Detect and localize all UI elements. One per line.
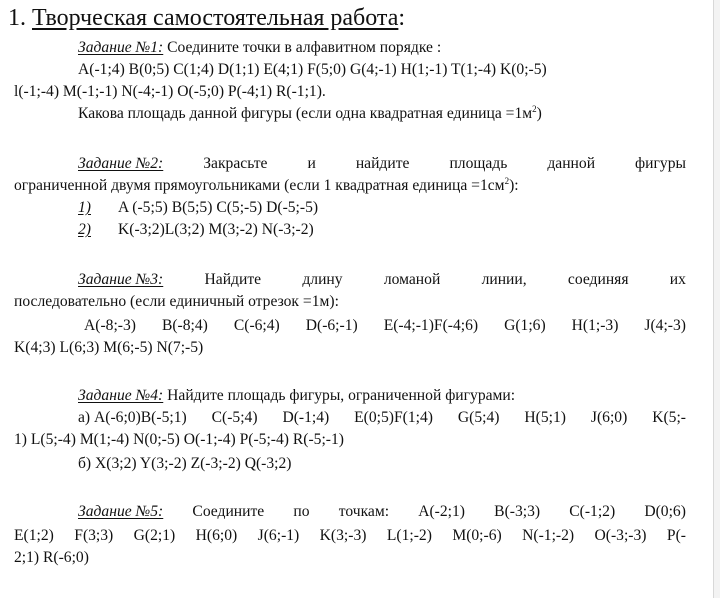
task4-a-point: K(5;- — [652, 409, 686, 426]
task4-a-line1 — [78, 408, 686, 428]
task1-instruction: Соедините точки в алфавитном порядке : — [163, 39, 442, 56]
task2-line1 — [78, 154, 686, 174]
task3-label: Задание №3: — [78, 271, 164, 288]
task2-line2 — [14, 176, 519, 196]
task5-point: H(6;0) — [195, 527, 238, 544]
task2-label: Задание №2: — [78, 155, 164, 172]
task5-point: J(6;-1) — [257, 527, 300, 544]
task3-word: их — [669, 271, 686, 288]
task2-word: найдите — [355, 155, 410, 172]
task1-label: Задание №1: — [78, 39, 164, 56]
task5-word: B(-3;3) — [494, 503, 541, 520]
task4-header — [78, 386, 515, 406]
task2-line2-sup: 2 — [504, 175, 510, 186]
task3-point: H(1;-3) — [571, 317, 619, 334]
task2-item1 — [78, 198, 318, 218]
task4-a-line2: 1) L(5;-4) M(1;-4) N(0;-5) O(-1;-4) P(-5;-4) R(-5;-1) — [14, 431, 344, 448]
task5-point: M(0;-6) — [452, 527, 502, 544]
task5-word: D(0;6) — [644, 503, 686, 520]
task3-point: D(-6;-1) — [305, 317, 358, 334]
task5-line2 — [14, 526, 686, 546]
task3-point: J(4;-3) — [644, 317, 686, 334]
task3-word: Найдите — [204, 271, 262, 288]
task5-line3: 2;1) R(-6;0) — [14, 549, 89, 566]
task4-instruction: Найдите площадь фигуры, ограниченной фигурами: — [163, 387, 516, 404]
title-number: 1. — [8, 5, 26, 31]
task5-point: L(1;-2) — [386, 527, 432, 544]
task4-a-point: J(6;0) — [590, 409, 628, 426]
task1-question-main: Какова площадь данной фигуры (если одна квадратная единица =1м — [78, 105, 533, 122]
task2-item2-label: 2) — [78, 221, 91, 238]
task4-b-line: б) X(3;2) Y(3;-2) Z(-3;-2) Q(-3;2) — [78, 455, 292, 472]
task3-word: соединяя — [567, 271, 629, 288]
task3-points-line2: K(4;3) L(6;3) M(6;-5) N(7;-5) — [14, 339, 204, 356]
task1-question — [78, 104, 542, 124]
task3-point: A(-8;-3) — [84, 317, 136, 334]
task4-a-point: а) A(-6;0)B(-5;1) — [78, 409, 187, 426]
task3-points-line1 — [84, 316, 686, 336]
task5-point: P(- — [666, 527, 686, 544]
task5-point: O(-3;-3) — [594, 527, 647, 544]
task5-point: G(2;1) — [133, 527, 176, 544]
task2-word: фигуры — [635, 155, 686, 172]
task2-line2-main: ограниченной двумя прямоугольниками (если 1 квадратная единица =1см — [14, 177, 505, 194]
task3-line2: последовательно (если единичный отрезок =1м): — [14, 293, 339, 310]
task4-a-point: H(5;1) — [524, 409, 566, 426]
task3-word: длину — [302, 271, 343, 288]
task2-item1-text: A (-5;5) B(5;5) C(5;-5) D(-5;-5) — [118, 199, 319, 216]
task2-item1-label: 1) — [78, 199, 91, 216]
task2-item2 — [78, 220, 314, 240]
task5-point: K(3;-3) — [319, 527, 367, 544]
task5-label: Задание №5: — [78, 503, 164, 520]
task5-word: A(-2;1) — [418, 503, 465, 520]
task5-word: Соедините — [192, 503, 265, 520]
task5-point: E(1;2) — [14, 527, 54, 544]
title-colon: : — [398, 5, 406, 31]
task3-point: G(1;6) — [504, 317, 546, 334]
task5-point: F(3;3) — [74, 527, 114, 544]
page-edge — [713, 0, 720, 598]
task5-line1 — [78, 502, 686, 522]
task2-line2-end: ): — [509, 177, 519, 194]
task5-point: N(-1;-2) — [522, 527, 575, 544]
task3-line1 — [78, 270, 686, 290]
task4-label: Задание №4: — [78, 387, 164, 404]
task2-word: Закрасьте — [203, 155, 268, 172]
task3-point: E(-4;-1)F(-4;6) — [383, 317, 479, 334]
page-title — [8, 4, 405, 32]
task5-word: точкам: — [338, 503, 390, 520]
task2-word: и — [307, 155, 316, 172]
task3-word: ломаной — [383, 271, 441, 288]
task1-points-line1: A(-1;4) B(0;5) C(1;4) D(1;1) E(4;1) F(5;0) G(4;-1) H(1;-1) T(1;-4) K(0;-5) — [78, 61, 547, 78]
task1-question-sup: 2 — [532, 103, 537, 114]
task2-item2-text: K(-3;2)L(3;2) M(3;-2) N(-3;-2) — [118, 221, 314, 238]
task3-word: линии, — [481, 271, 527, 288]
task4-a-point: D(-1;4) — [282, 409, 330, 426]
task3-point: C(-6;4) — [233, 317, 280, 334]
title-text: Творческая самостоятельная работа — [32, 5, 399, 31]
task4-a-point: E(0;5)F(1;4) — [354, 409, 433, 426]
task1-header — [78, 38, 441, 58]
task5-word: C(-1;2) — [569, 503, 616, 520]
task4-a-point: G(5;4) — [457, 409, 500, 426]
task5-word: по — [293, 503, 310, 520]
task3-point: B(-8;4) — [161, 317, 208, 334]
task1-question-end: ) — [536, 105, 542, 122]
task2-word: площадь — [449, 155, 508, 172]
task4-a-point: C(-5;4) — [211, 409, 258, 426]
task1-points-line2: l(-1;-4) M(-1;-1) N(-4;-1) O(-5;0) P(-4;1) R(-1;1). — [14, 83, 326, 100]
task2-word: данной — [547, 155, 596, 172]
